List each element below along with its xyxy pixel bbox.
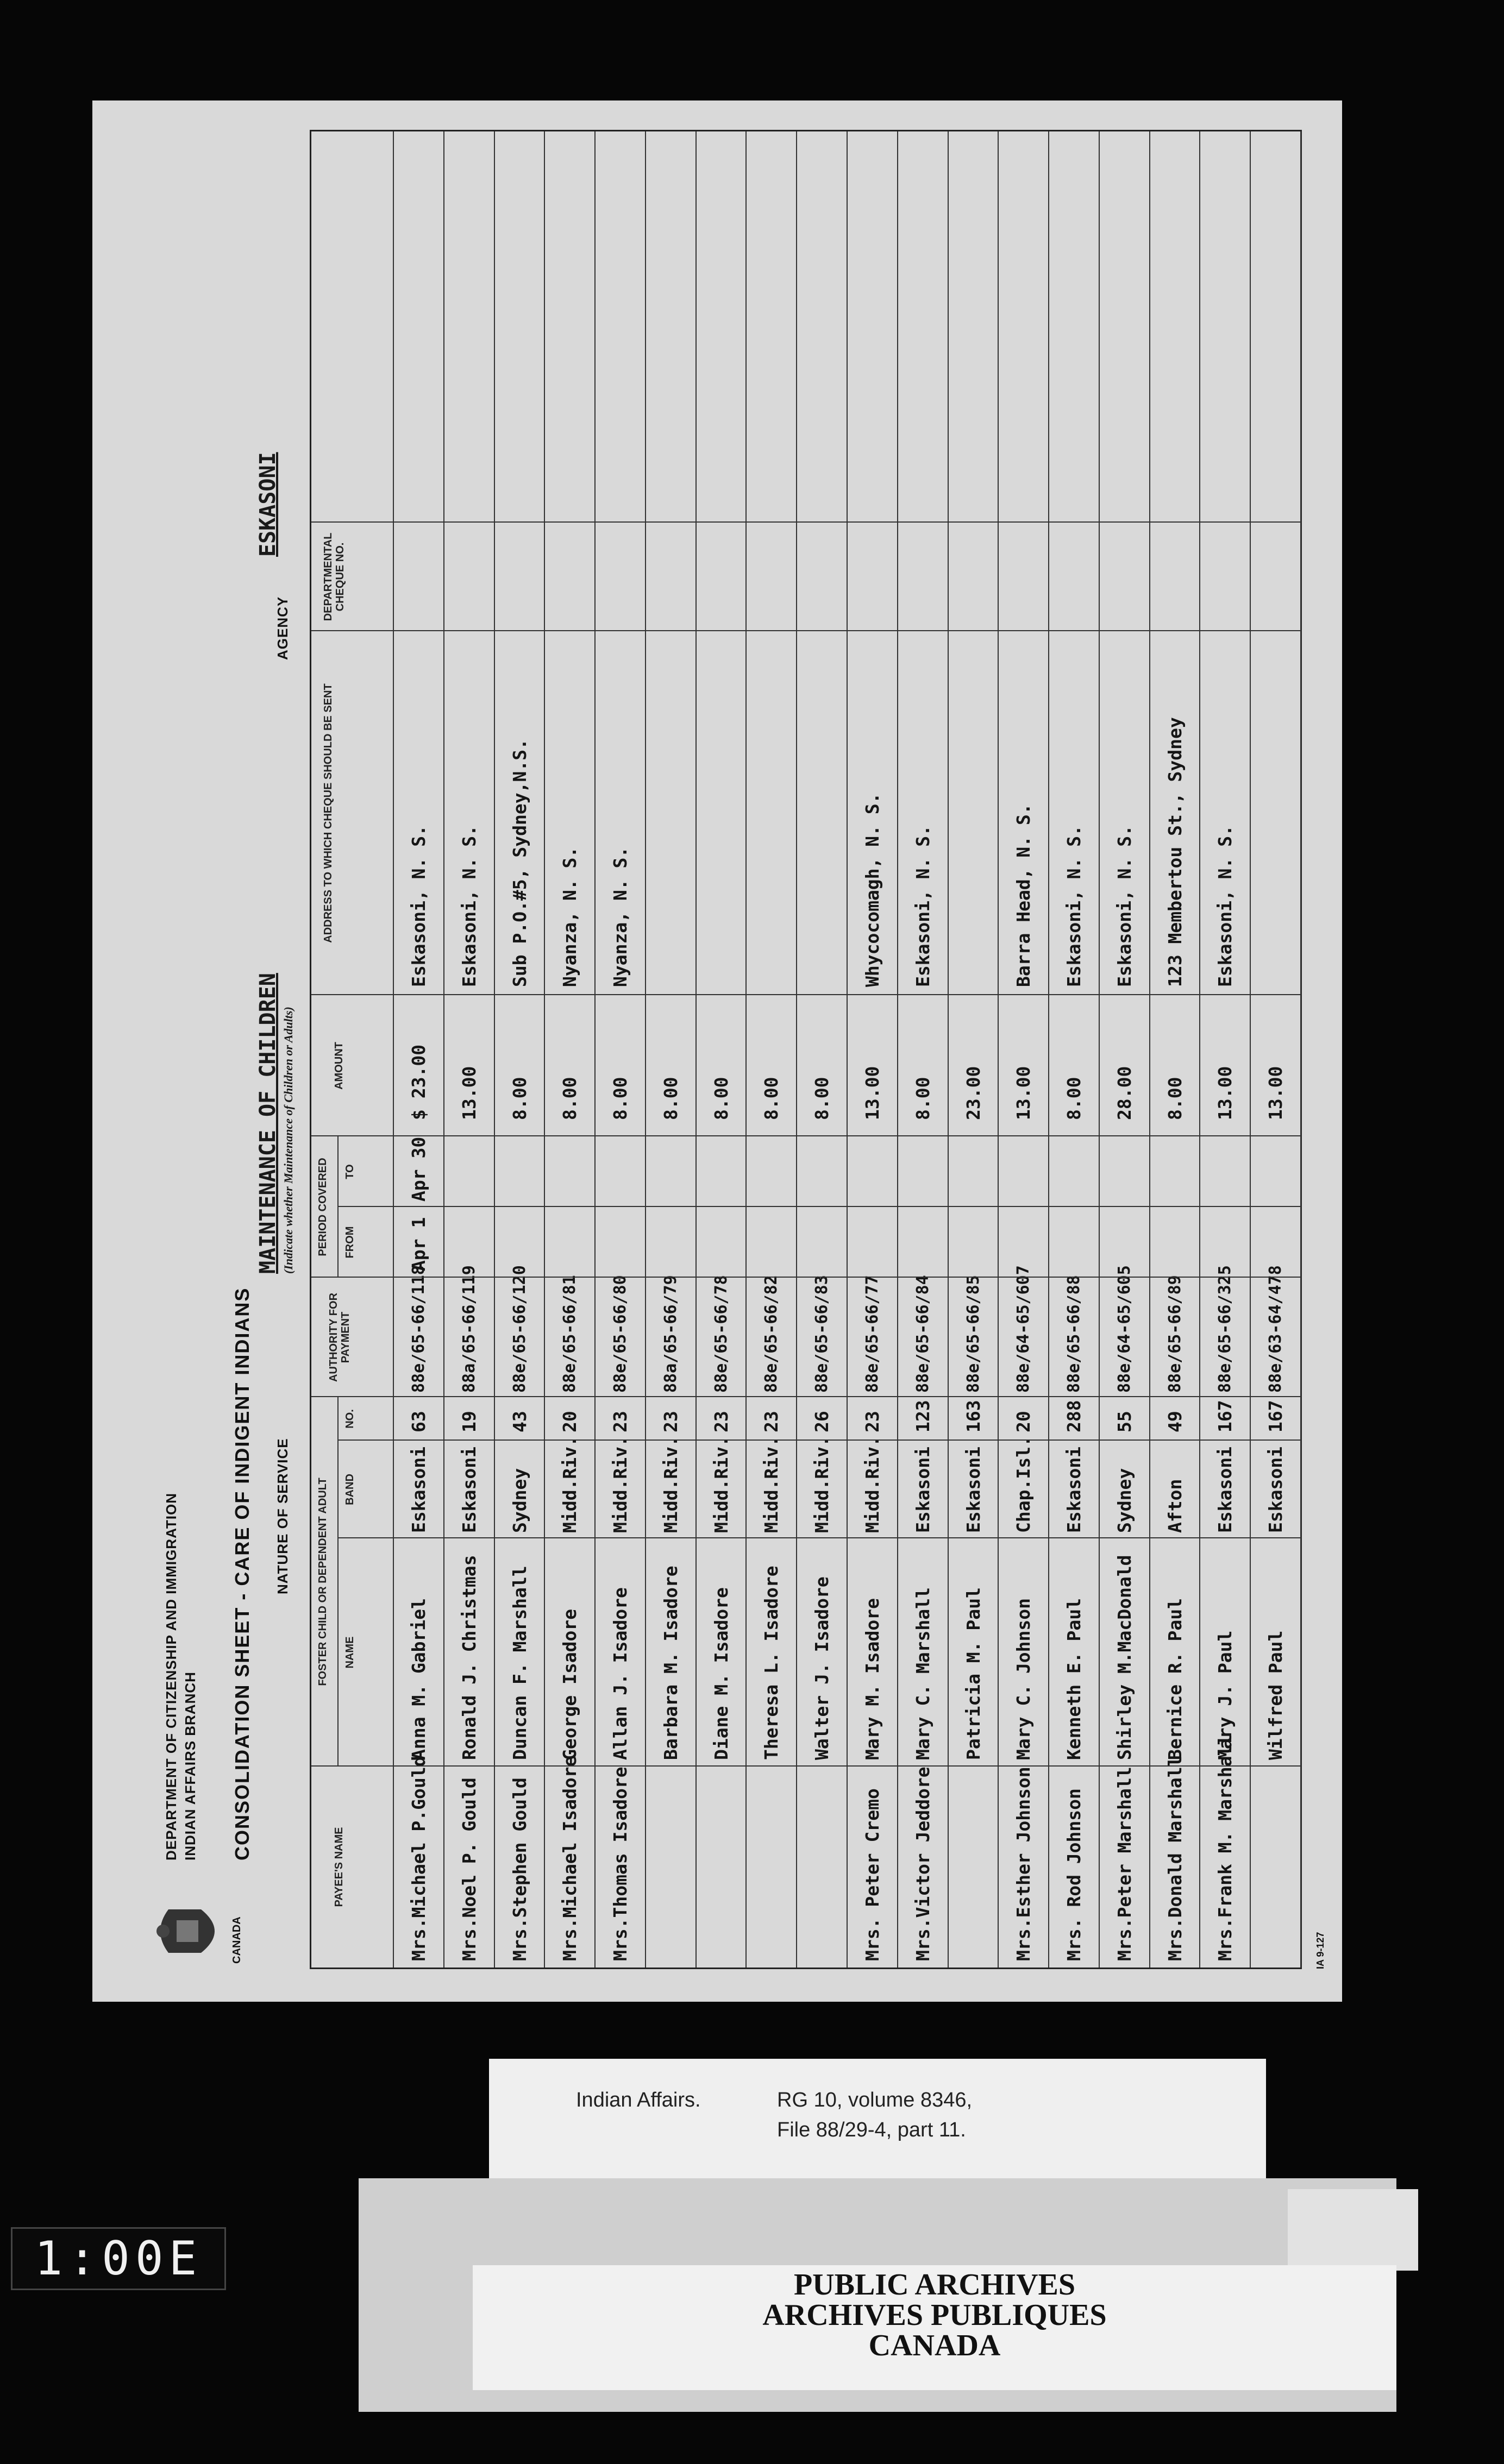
row-divider: [1300, 131, 1301, 1968]
authority-cell: 88a/65-66/79: [661, 1275, 680, 1393]
archives-line-en: PUBLIC ARCHIVES: [793, 2268, 1076, 2302]
address-cell: Nyanza, N. S.: [610, 846, 631, 987]
header-group-divider: [337, 1397, 339, 1767]
address-cell: 123 Membertou St., Sydney: [1164, 717, 1186, 987]
name-cell: Mary C. Marshall: [912, 1587, 933, 1760]
name-cell: George Isadore: [559, 1608, 581, 1760]
name-cell: Kenneth E. Paul: [1063, 1598, 1085, 1760]
amount-cell: 8.00: [1164, 1077, 1186, 1120]
authority-cell: 88e/64-65/607: [1014, 1265, 1033, 1393]
address-cell: Eskasoni, N. S.: [1214, 825, 1236, 987]
archive-reference-label: [489, 2059, 1266, 2189]
form-code: IA 9-127: [1315, 1932, 1326, 1969]
amount-cell: 8.00: [761, 1077, 782, 1120]
name-cell: Anna M. Gabriel: [408, 1598, 429, 1760]
payee-cell: Mrs. Peter Cremo: [862, 1788, 883, 1961]
row-divider: [1250, 131, 1251, 1968]
consolidation-sheet: [92, 100, 1342, 2002]
name-cell: Patricia M. Paul: [962, 1587, 984, 1760]
authority-cell: 88e/65-66/84: [913, 1275, 932, 1393]
name-cell: Mary M. Isadore: [862, 1598, 883, 1760]
no-cell: 63: [408, 1411, 429, 1432]
row-divider: [594, 131, 596, 1968]
amount-cell: 8.00: [559, 1077, 581, 1120]
band-cell: Afton: [1164, 1479, 1186, 1533]
payee-cell: Mrs.Victor Jeddore: [912, 1767, 933, 1961]
band-cell: Eskasoni: [1063, 1447, 1085, 1533]
column-divider: [337, 1206, 1300, 1207]
row-divider: [847, 131, 848, 1968]
band-cell: Sydney: [509, 1468, 530, 1533]
from-cell: Apr 1: [408, 1217, 429, 1271]
band-cell: Eskasoni: [1265, 1447, 1287, 1533]
row-divider: [1199, 131, 1200, 1968]
row-divider: [1099, 131, 1100, 1968]
row-divider: [494, 131, 495, 1968]
row-divider: [443, 131, 444, 1968]
band-cell: Sydney: [1113, 1468, 1135, 1533]
col-header-authority: AUTHORITY FOR PAYMENT: [328, 1292, 352, 1382]
payee-cell: Mrs.Esther Johnson: [1013, 1767, 1035, 1961]
no-cell: 26: [811, 1411, 833, 1432]
name-cell: Wilfred Paul: [1265, 1630, 1287, 1760]
payee-cell: Mrs.Noel P. Gould: [458, 1777, 480, 1961]
col-header-foster-group: FOSTER CHILD OR DEPENDENT ADULT: [317, 1478, 329, 1686]
address-cell: Barra Head, N. S.: [1013, 803, 1035, 987]
payee-cell: Mrs.Michael P.Gould: [408, 1756, 429, 1961]
no-cell: 288: [1063, 1400, 1085, 1432]
no-cell: 19: [458, 1411, 480, 1432]
amount-cell: 8.00: [660, 1077, 681, 1120]
authority-cell: 88e/65-66/83: [812, 1275, 832, 1393]
address-cell: Sub P.O.#5, Sydney,N.S.: [509, 739, 530, 987]
name-cell: Mary C. Johnson: [1013, 1598, 1035, 1760]
name-cell: Duncan F. Marshall: [509, 1566, 530, 1760]
column-divider: [337, 1440, 1300, 1441]
authority-cell: 88e/65-66/81: [560, 1275, 580, 1393]
payee-cell: Mrs.Frank M. Marshall: [1214, 1734, 1236, 1961]
amount-cell: 23.00: [962, 1066, 984, 1120]
col-header-no: NO.: [344, 1409, 356, 1429]
archives-card-tab: [1288, 2189, 1418, 2271]
authority-cell: 88e/65-66/89: [1165, 1275, 1185, 1393]
frame-counter: 1:00E: [11, 2227, 226, 2290]
branch-name: INDIAN AFFAIRS BRANCH: [182, 1671, 198, 1860]
address-cell: Nyanza, N. S.: [559, 846, 581, 987]
band-cell: Midd.Riv.: [660, 1436, 681, 1533]
col-header-name: NAME: [344, 1636, 356, 1669]
nature-of-service-label: NATURE OF SERVICE: [274, 1438, 291, 1594]
public-archives-card: [473, 2265, 1396, 2390]
payee-cell: Mrs.Peter Marshall: [1113, 1767, 1135, 1961]
name-cell: Mary J. Paul: [1214, 1630, 1236, 1760]
coat-of-arms-icon: [152, 1901, 228, 1961]
band-cell: Midd.Riv.: [559, 1436, 581, 1533]
payee-cell: Mrs.Michael Isadore: [559, 1756, 581, 1961]
sheet-title: CONSOLIDATION SHEET - CARE OF INDIGENT INDIANS: [231, 1287, 253, 1860]
column-divider: [311, 1396, 1300, 1397]
band-cell: Eskasoni: [1214, 1447, 1236, 1533]
document-sheet-viewport: [92, 100, 1342, 2002]
no-cell: 23: [761, 1411, 782, 1432]
row-divider: [998, 131, 999, 1968]
archives-line-country: CANADA: [868, 2329, 1001, 2362]
band-cell: Eskasoni: [458, 1447, 480, 1533]
amount-cell: 8.00: [710, 1077, 732, 1120]
col-header-from: FROM: [344, 1226, 356, 1259]
payee-cell: Mrs.Stephen Gould: [509, 1777, 530, 1961]
no-cell: 23: [862, 1411, 883, 1432]
amount-cell: 8.00: [509, 1077, 530, 1120]
amount-cell: 8.00: [1063, 1077, 1085, 1120]
row-divider: [1149, 131, 1150, 1968]
col-header-payee: PAYEE'S NAME: [333, 1827, 345, 1907]
to-cell: Apr 30: [408, 1136, 429, 1202]
no-cell: 43: [509, 1411, 530, 1432]
country-label: CANADA: [231, 1916, 243, 1964]
amount-cell: 8.00: [811, 1077, 833, 1120]
agency-label: AGENCY: [274, 596, 291, 660]
authority-cell: 88e/64-65/605: [1114, 1265, 1134, 1393]
address-cell: Whycocomagh, N. S.: [862, 793, 883, 987]
reference-volume: RG 10, volume 8346,: [777, 2089, 973, 2111]
name-cell: Barbara M. Isadore: [660, 1566, 681, 1760]
band-cell: Midd.Riv.: [710, 1436, 732, 1533]
column-divider: [337, 1537, 1300, 1538]
name-cell: Shirley M.MacDonald: [1113, 1555, 1135, 1760]
consolidation-table: [310, 130, 1302, 1969]
nature-of-service-value: MAINTENANCE OF CHILDREN: [255, 973, 280, 1274]
authority-cell: 88e/65-66/82: [762, 1275, 781, 1393]
row-divider: [544, 131, 545, 1968]
name-cell: Theresa L. Isadore: [761, 1566, 782, 1760]
no-cell: 167: [1214, 1400, 1236, 1432]
amount-cell: 13.00: [458, 1066, 480, 1120]
amount-cell: 13.00: [862, 1066, 883, 1120]
authority-cell: 88e/63-64/478: [1266, 1265, 1286, 1393]
amount-cell: 8.00: [912, 1077, 933, 1120]
name-cell: Walter J. Isadore: [811, 1576, 833, 1760]
band-cell: Eskasoni: [912, 1447, 933, 1533]
band-cell: Eskasoni: [408, 1447, 429, 1533]
col-header-period: PERIOD COVERED: [317, 1158, 329, 1256]
amount-cell: 28.00: [1113, 1066, 1135, 1120]
address-cell: Eskasoni, N. S.: [1063, 825, 1085, 987]
authority-cell: 88e/65-66/120: [510, 1265, 529, 1393]
amount-cell: $ 23.00: [408, 1044, 429, 1120]
no-cell: 123: [912, 1400, 933, 1432]
reference-source: Indian Affairs.: [576, 2089, 701, 2111]
col-header-amount: AMOUNT: [333, 1042, 345, 1090]
name-cell: Diane M. Isadore: [710, 1587, 732, 1760]
amount-cell: 13.00: [1265, 1066, 1287, 1120]
column-divider: [311, 1135, 1300, 1136]
payee-cell: Mrs.Thomas Isadore: [610, 1767, 631, 1961]
name-cell: Ronald J. Christmas: [458, 1555, 480, 1760]
address-cell: Eskasoni, N. S.: [1113, 825, 1135, 987]
amount-cell: 13.00: [1214, 1066, 1236, 1120]
col-header-to: TO: [344, 1164, 356, 1179]
row-divider: [897, 131, 898, 1968]
no-cell: 20: [559, 1411, 581, 1432]
authority-cell: 88a/65-66/119: [459, 1265, 479, 1393]
band-cell: Midd.Riv.: [610, 1436, 631, 1533]
address-cell: Eskasoni, N. S.: [912, 825, 933, 987]
band-cell: Chap.Isl.: [1013, 1436, 1035, 1533]
no-cell: 163: [962, 1400, 984, 1432]
reference-file: File 88/29-4, part 11.: [777, 2119, 966, 2141]
name-cell: Allan J. Isadore: [610, 1587, 631, 1760]
department-name: DEPARTMENT OF CITIZENSHIP AND IMMIGRATION: [163, 1492, 179, 1860]
nature-of-service-note: (Indicate whether Maintenance of Children or Adults): [281, 1007, 295, 1274]
authority-cell: 88e/65-66/78: [711, 1275, 731, 1393]
column-divider: [311, 994, 1300, 995]
header-group-divider: [337, 1136, 339, 1278]
column-divider: [311, 521, 1300, 523]
no-cell: 167: [1265, 1400, 1287, 1432]
no-cell: 23: [610, 1411, 631, 1432]
authority-cell: 88e/65-66/325: [1215, 1265, 1235, 1393]
name-cell: Bernice R. Paul: [1164, 1598, 1186, 1760]
amount-cell: 13.00: [1013, 1066, 1035, 1120]
row-divider: [948, 131, 949, 1968]
authority-cell: 88e/65-66/118: [409, 1265, 428, 1393]
address-cell: Eskasoni, N. S.: [458, 825, 480, 987]
band-cell: Midd.Riv.: [811, 1436, 833, 1533]
col-header-address: ADDRESS TO WHICH CHEQUE SHOULD BE SENT: [322, 683, 334, 943]
payee-cell: Mrs.Donald Marshall: [1164, 1756, 1186, 1961]
authority-cell: 88e/65-66/77: [863, 1275, 882, 1393]
column-divider: [311, 1277, 1300, 1278]
band-cell: Midd.Riv.: [761, 1436, 782, 1533]
col-header-cheque: DEPARTMENTAL CHEQUE NO.: [322, 532, 346, 621]
column-divider: [311, 630, 1300, 631]
amount-cell: 8.00: [610, 1077, 631, 1120]
archives-line-fr: ARCHIVES PUBLIQUES: [762, 2298, 1107, 2332]
column-divider: [311, 1765, 1300, 1767]
row-divider: [695, 131, 697, 1968]
no-cell: 23: [660, 1411, 681, 1432]
agency-value: ESKASONI: [255, 452, 280, 557]
address-cell: Eskasoni, N. S.: [408, 825, 429, 987]
no-cell: 23: [710, 1411, 732, 1432]
no-cell: 49: [1164, 1411, 1186, 1432]
col-header-band: BAND: [344, 1474, 356, 1505]
band-cell: Eskasoni: [962, 1447, 984, 1533]
authority-cell: 88e/65-66/85: [963, 1275, 983, 1393]
no-cell: 55: [1113, 1411, 1135, 1432]
authority-cell: 88e/65-66/80: [611, 1275, 630, 1393]
payee-cell: Mrs. Rod Johnson: [1063, 1788, 1085, 1961]
no-cell: 20: [1013, 1411, 1035, 1432]
row-divider: [645, 131, 646, 1968]
row-divider: [796, 131, 797, 1968]
band-cell: Midd.Riv.: [862, 1436, 883, 1533]
row-divider: [745, 131, 747, 1968]
row-divider: [1048, 131, 1049, 1968]
header-divider: [393, 131, 394, 1968]
authority-cell: 88e/65-66/88: [1064, 1275, 1084, 1393]
